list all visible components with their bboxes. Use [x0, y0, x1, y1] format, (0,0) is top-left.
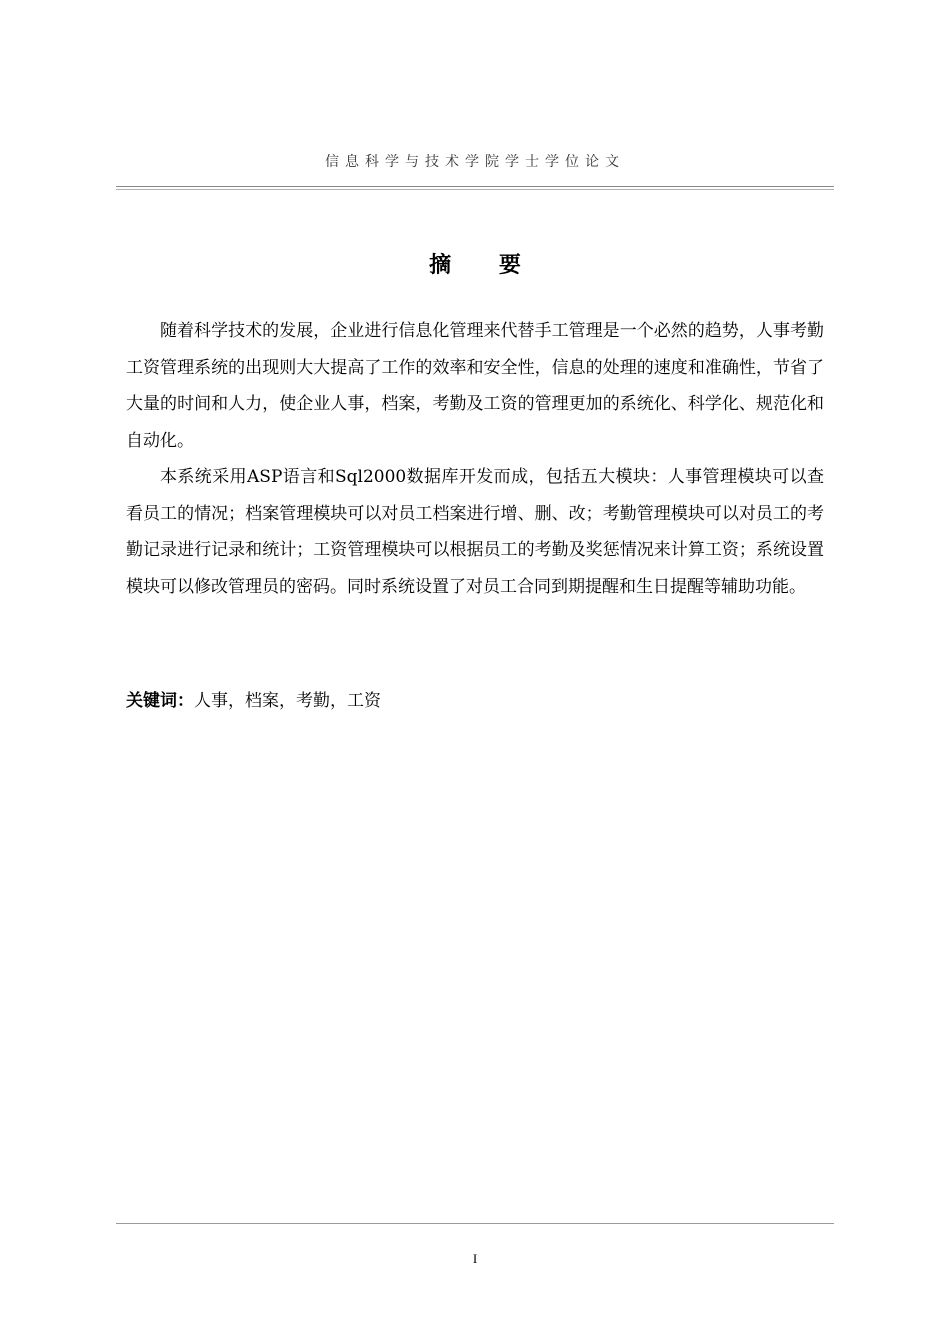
- keywords-label: 关键词：: [126, 691, 194, 711]
- footer-rule: [116, 1223, 834, 1224]
- abstract-body: [126, 313, 824, 605]
- running-header: 信息科学与技术学院学士学位论文: [325, 154, 625, 170]
- abstract-title: 摘 要: [429, 253, 541, 278]
- keywords-line: [126, 687, 824, 715]
- header-rule: [116, 186, 834, 187]
- header-rule-secondary: [116, 189, 834, 190]
- abstract-paragraph-2: 本系统采用ASP语言和Sql2000数据库开发而成，包括五大模块：人事管理模块可以查看员工的情况；档案管理模块可以对员工档案进行增、删、改；考勤管理模块可以对员工的考勤记录进行记录和统计；工资管理模块可以根据员工的考勤及奖惩情况来计算工资；系统设置模块可以修改管理员的密码。同时系统设置了对员工合同到期提醒和生日提醒等辅助功能。: [126, 467, 824, 597]
- page-number: I: [472, 1251, 478, 1266]
- keywords-value: 人事，档案，考勤，工资: [194, 691, 381, 711]
- abstract-paragraph-1: 随着科学技术的发展，企业进行信息化管理来代替手工管理是一个必然的趋势，人事考勤工资管理系统的出现则大大提高了工作的效率和安全性，信息的处理的速度和准确性，节省了大量的时间和人力，使企业人事，档案，考勤及工资的管理更加的系统化、科学化、规范化和自动化。: [126, 321, 824, 451]
